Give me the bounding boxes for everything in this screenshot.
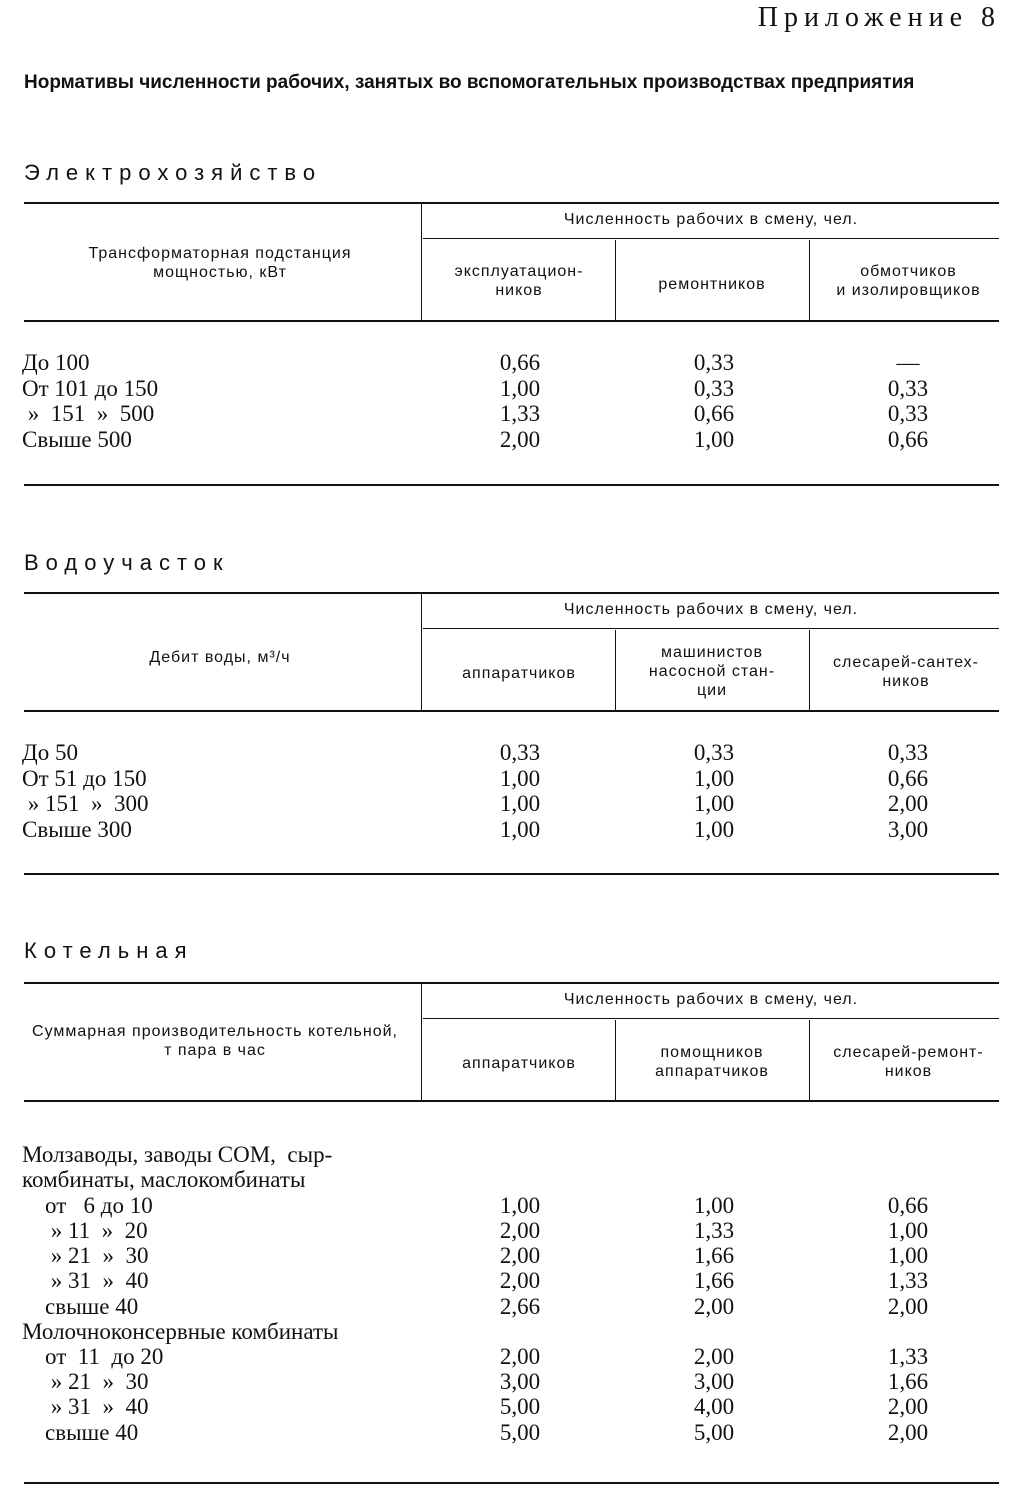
table-row	[0, 1369, 999, 1395]
cell-value: 1,00	[499, 376, 541, 401]
table-row	[0, 1420, 999, 1446]
cell-value: 2,00	[499, 1344, 541, 1369]
column-divider	[615, 240, 616, 320]
table-rule-header	[24, 710, 999, 712]
row-label: от 6 до 10	[22, 1193, 153, 1218]
cell-value: 2,00	[499, 1268, 541, 1293]
cell-value: 1,33	[499, 401, 541, 426]
row-header: Дебит воды, м³/ч	[149, 649, 291, 666]
table-rule-header	[24, 320, 999, 322]
row-label: » 151 » 500	[22, 401, 155, 426]
table-row	[0, 1344, 999, 1370]
cell-value: 1,00	[887, 1218, 929, 1243]
table-row	[0, 766, 999, 792]
row-label: » 21 » 30	[22, 1243, 149, 1268]
column-header: помощников аппаратчиков	[655, 1044, 769, 1080]
column-header: машинистов насосной стан- ции	[648, 644, 776, 699]
row-header: Трансформаторная подстанция мощностью, кВт	[88, 245, 352, 281]
table-row	[0, 350, 999, 376]
table-row	[0, 1193, 999, 1219]
cell-value: 1,33	[887, 1344, 929, 1369]
cell-value: 0,66	[499, 350, 541, 375]
row-label: свыше 40	[22, 1294, 139, 1319]
table-row	[0, 1394, 999, 1420]
cell-value: 5,00	[499, 1420, 541, 1445]
column-header: слесарей-ремонт- ников	[833, 1044, 984, 1080]
table-row	[0, 817, 999, 843]
cell-value: 2,00	[693, 1294, 735, 1319]
cell-value: 1,00	[693, 1193, 735, 1218]
group-rule	[423, 1018, 999, 1019]
table-row	[0, 1243, 999, 1269]
row-label: До 100	[22, 350, 90, 375]
cell-value: 3,00	[693, 1369, 735, 1394]
table-rule-bottom	[24, 1482, 999, 1484]
cell-value: 2,00	[499, 1243, 541, 1268]
group-rule	[423, 238, 999, 239]
column-header: слесарей-сантех- ников	[833, 654, 979, 690]
cell-value: 2,00	[887, 1294, 929, 1319]
table-row	[0, 376, 999, 402]
cell-value: 0,33	[693, 350, 735, 375]
cell-value: 2,00	[887, 791, 929, 816]
cell-value: 2,00	[693, 1344, 735, 1369]
cell-value: 4,00	[693, 1394, 735, 1419]
row-label: комбинаты, маслокомбинаты	[22, 1167, 306, 1192]
cell-value: 1,00	[887, 1243, 929, 1268]
cell-value: 1,00	[499, 817, 541, 842]
table-rule-header	[24, 1100, 999, 1102]
row-label: » 21 » 30	[22, 1369, 149, 1394]
cell-value: 0,66	[887, 427, 929, 452]
table-rule-top	[24, 202, 999, 204]
row-label: » 11 » 20	[22, 1218, 148, 1243]
column-divider	[809, 240, 810, 320]
cell-value: 3,00	[887, 817, 929, 842]
cell-value: 3,00	[499, 1369, 541, 1394]
cell-value: 1,00	[499, 1193, 541, 1218]
row-label: от 11 до 20	[22, 1344, 164, 1369]
column-divider	[421, 984, 422, 1100]
table-rule-bottom	[24, 484, 999, 486]
cell-value: 2,00	[887, 1420, 929, 1445]
row-header: Суммарная производительность котельной, т пара в час	[32, 1023, 398, 1059]
column-divider	[615, 1020, 616, 1100]
row-label: Свыше 300	[22, 817, 132, 842]
cell-value: 0,33	[693, 376, 735, 401]
cell-value: 0,66	[887, 766, 929, 791]
table-row	[0, 1268, 999, 1294]
cell-value: 0,33	[693, 740, 735, 765]
cell-value: 1,66	[887, 1369, 929, 1394]
row-label: » 31 » 40	[22, 1394, 149, 1419]
cell-value: 0,33	[499, 740, 541, 765]
cell-value: 1,66	[693, 1243, 735, 1268]
row-label: До 50	[22, 740, 78, 765]
table-row	[0, 401, 999, 427]
table-row	[0, 1319, 999, 1345]
table-rule-top	[24, 592, 999, 594]
cell-value: 2,00	[499, 427, 541, 452]
cell-value: 5,00	[499, 1394, 541, 1419]
column-header: обмотчиков и изолировщиков	[836, 263, 981, 299]
row-label: » 151 » 300	[22, 791, 149, 816]
row-label: Молзаводы, заводы СОМ, сыр-	[22, 1142, 333, 1167]
cell-value: 0,33	[887, 740, 929, 765]
appendix-label: Приложение 8	[757, 2, 1001, 33]
cell-value: 1,33	[887, 1268, 929, 1293]
section-title-electro: Электрохозяйство	[24, 160, 323, 185]
table-rule-top	[24, 982, 999, 984]
column-divider	[809, 630, 810, 710]
table-row	[0, 1218, 999, 1244]
cell-value: 2,00	[887, 1394, 929, 1419]
column-header: аппаратчиков	[462, 1055, 576, 1072]
cell-value: 1,00	[693, 817, 735, 842]
cell-value: 1,66	[693, 1268, 735, 1293]
column-header: эксплуатацион- ников	[454, 263, 584, 299]
table-rule-bottom	[24, 873, 999, 875]
cell-value: 2,00	[499, 1218, 541, 1243]
section-title-boiler: Котельная	[24, 938, 194, 963]
cell-value: 2,66	[499, 1294, 541, 1319]
row-label: От 101 до 150	[22, 376, 159, 401]
table-row	[0, 427, 999, 453]
row-label: свыше 40	[22, 1420, 139, 1445]
cell-value: 5,00	[693, 1420, 735, 1445]
row-label: От 51 до 150	[22, 766, 147, 791]
cell-value: 1,00	[499, 766, 541, 791]
cell-value: 1,00	[693, 791, 735, 816]
group-rule	[423, 628, 999, 629]
table-row	[0, 1142, 999, 1168]
row-label: Свыше 500	[22, 427, 132, 452]
cell-value: 1,00	[499, 791, 541, 816]
cell-value: 1,00	[693, 427, 735, 452]
cell-value: 0,66	[887, 1193, 929, 1218]
cell-value: 0,33	[887, 376, 929, 401]
row-label: Молочноконсервные комбинаты	[22, 1319, 339, 1344]
cell-value: 1,00	[693, 766, 735, 791]
column-header: ремонтников	[658, 276, 766, 293]
column-header: аппаратчиков	[462, 665, 576, 682]
cell-value: 0,66	[693, 401, 735, 426]
table-row	[0, 1294, 999, 1320]
document-title: Нормативы численности рабочих, занятых во вспомогательных производствах предприятия	[24, 72, 915, 93]
cell-value: —	[896, 350, 920, 375]
column-divider	[615, 630, 616, 710]
column-divider	[421, 594, 422, 710]
column-divider	[809, 1020, 810, 1100]
table-row	[0, 740, 999, 766]
cell-value: 1,33	[693, 1218, 735, 1243]
group-header: Численность рабочих в смену, чел.	[563, 601, 859, 618]
row-label: » 31 » 40	[22, 1268, 149, 1293]
group-header: Численность рабочих в смену, чел.	[563, 211, 859, 228]
table-row	[0, 791, 999, 817]
table-row	[0, 1167, 999, 1193]
column-divider	[421, 204, 422, 320]
section-title-water: Водоучасток	[24, 550, 230, 575]
group-header: Численность рабочих в смену, чел.	[563, 991, 859, 1008]
cell-value: 0,33	[887, 401, 929, 426]
